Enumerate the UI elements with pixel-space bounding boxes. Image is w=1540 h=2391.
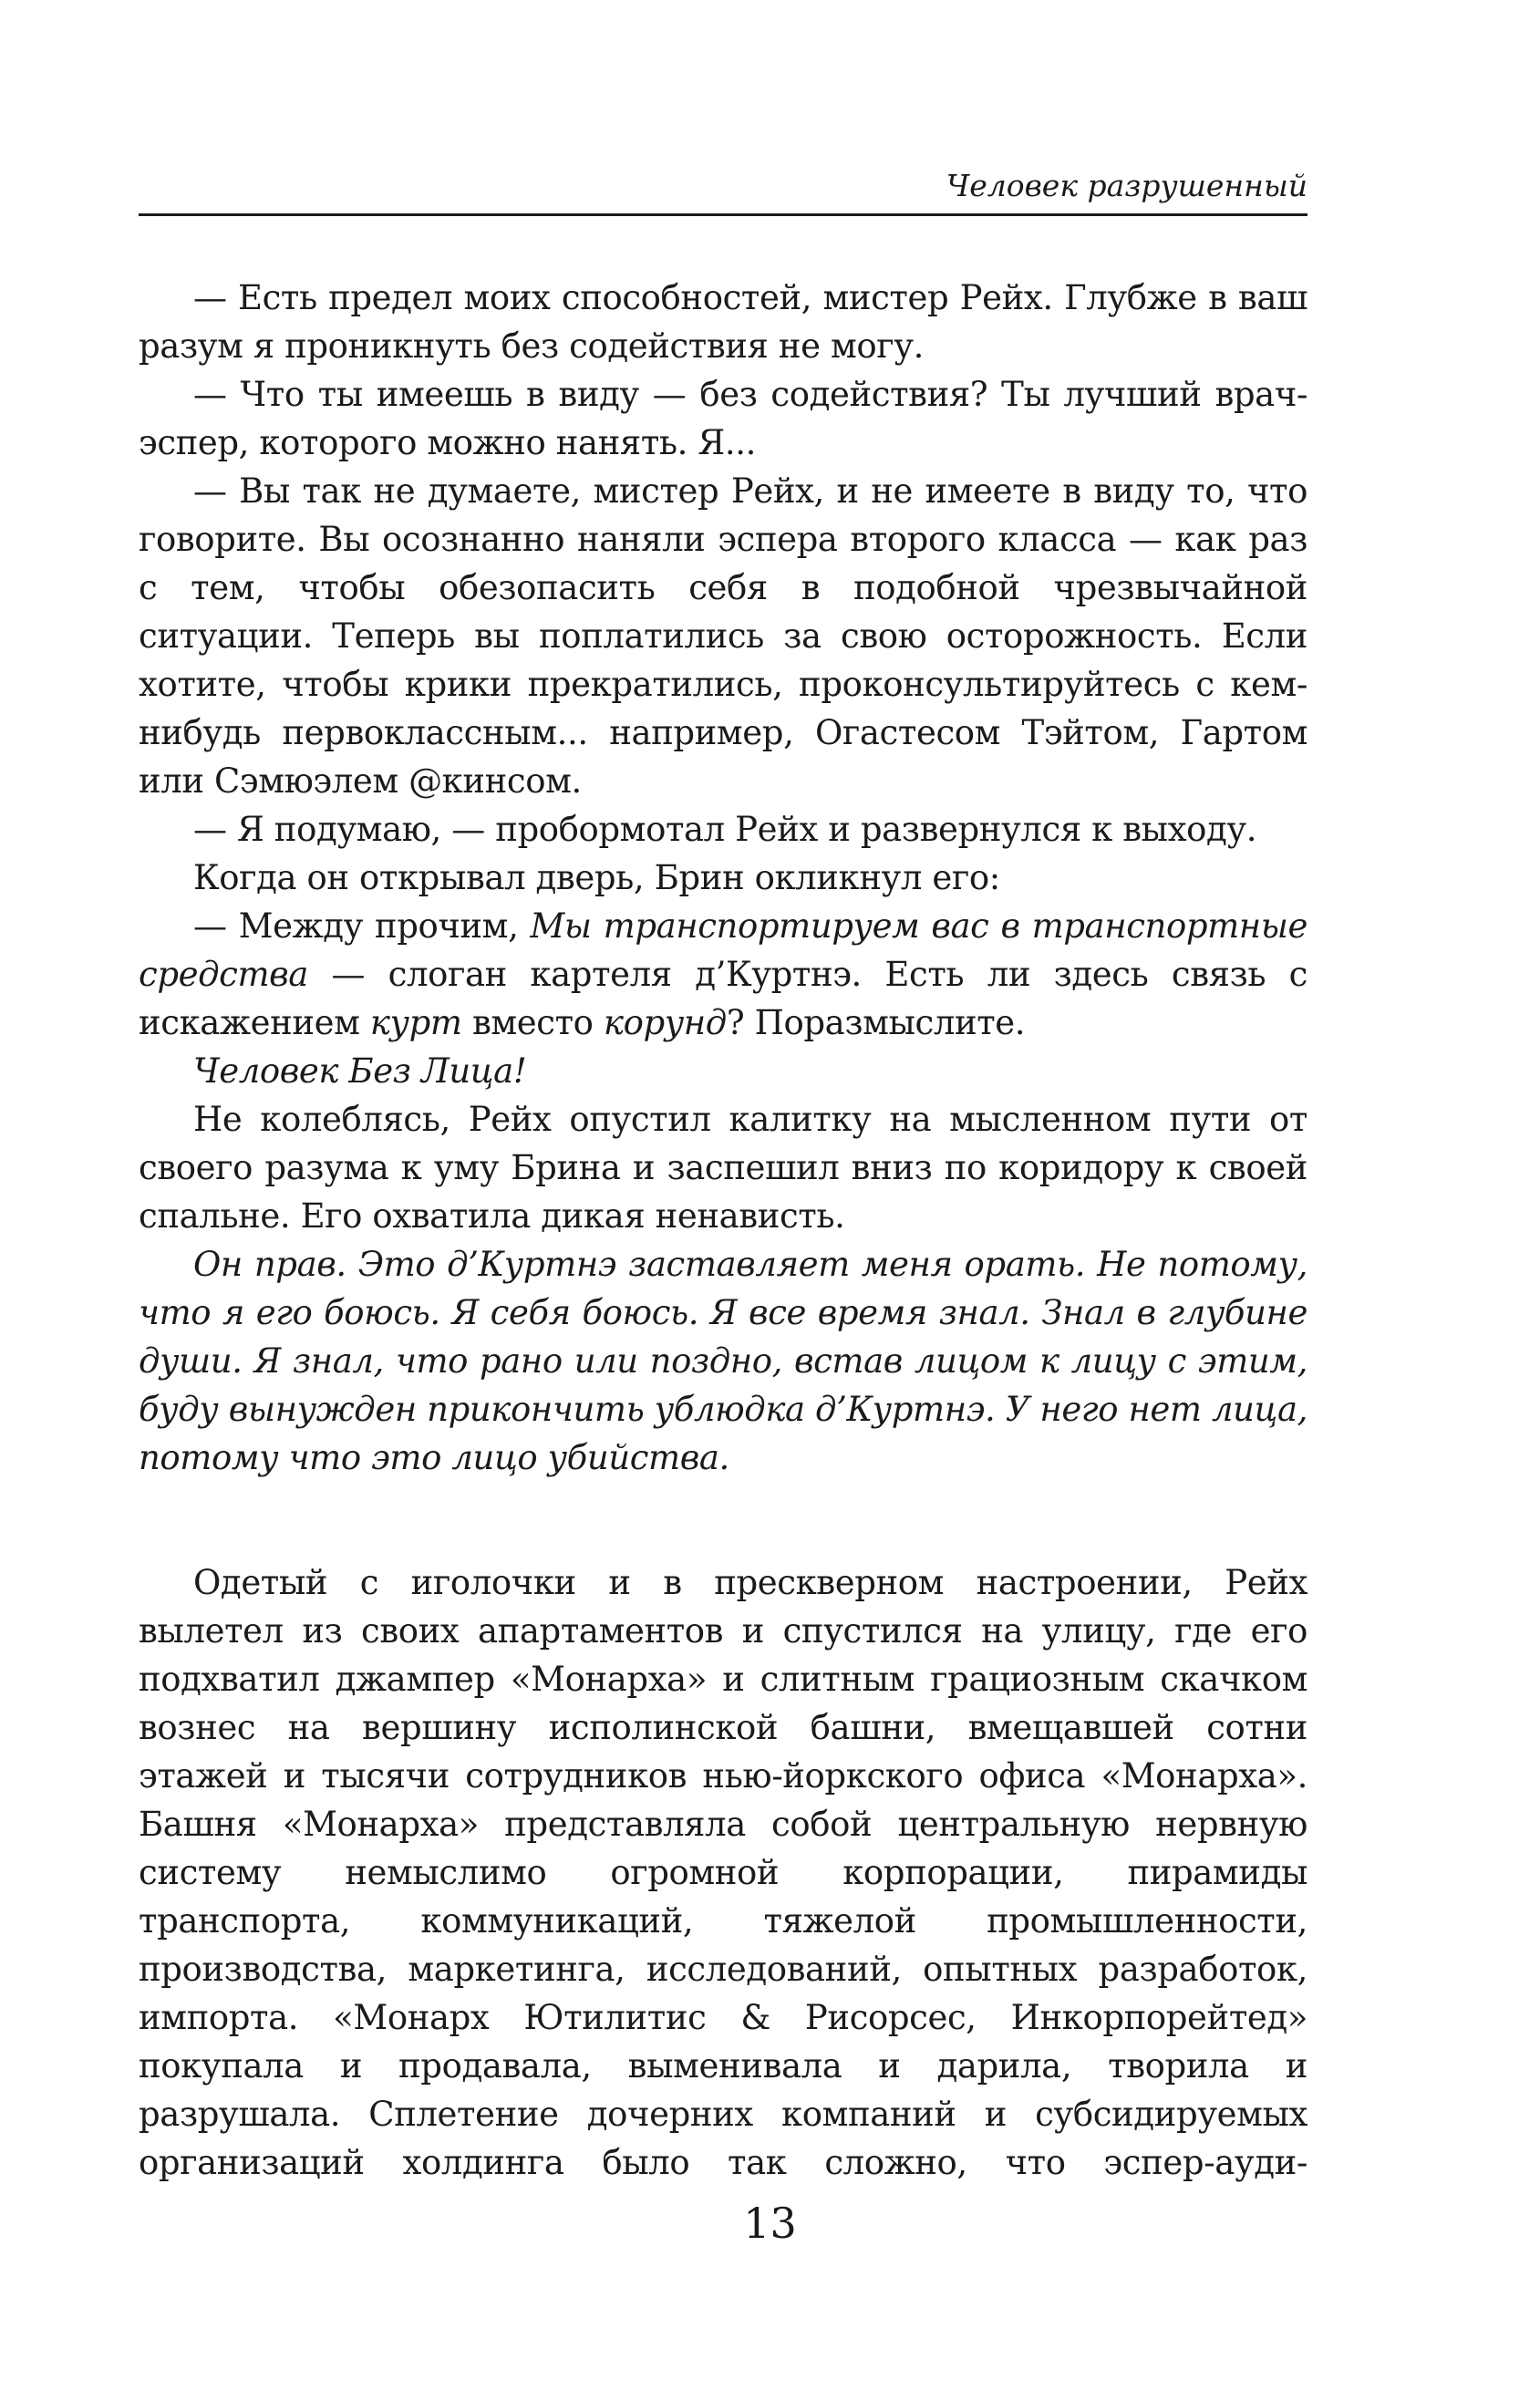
text-run: Когда он открывал дверь, Брин окликнул его:: [193, 858, 1000, 897]
italic-text: Он прав. Это д’Куртнэ заставляет меня орать. Не потому, что я его боюсь. Я себя боюсь. Я все время знал. Знал в глубине души. Я знал, что рано или поздно, встав лицом к лицу с этим, буду вынужден прикончить ублюдка д’Куртнэ. У него нет лица, потому что это лицо убийства.: [139, 1245, 1307, 1477]
paragraph: [139, 370, 1307, 467]
text-run: — Что ты имеешь в виду — без содействия? Ты лучший врач-эспер, которого можно нанять. Я...: [139, 375, 1307, 462]
paragraph: [139, 854, 1307, 902]
text-run: — Между прочим,: [193, 906, 531, 946]
italic-text: Человек Без Лица!: [193, 1051, 527, 1091]
paragraph: [139, 805, 1307, 854]
text-run: вместо: [461, 1003, 604, 1042]
text-run: Не колеблясь, Рейх опустил калитку на мысленном пути от своего разума к уму Брина и заспешил вниз по коридору к своей спальне. Его охватила дикая ненависть.: [139, 1100, 1307, 1236]
text-run: — Вы так не думаете, мистер Рейх, и не имеете в виду то, что говорите. Вы осознанно наняли эспера второго класса — как раз с тем, чтобы обезопасить себя в подобной чрезвычайной ситуации. Теперь вы поплатились за свою осторожность. Если хотите, чтобы крики прекратились, проконсультируйтесь с кем-нибудь первоклассным... например, Огастесом Тэйтом, Гартом или Сэмюэлем @кинсом.: [139, 471, 1307, 801]
running-head-title: Человек разрушенный: [946, 168, 1307, 203]
text-run: Одетый с иголочки и в прескверном настроении, Рейх вылетел из своих апартаментов и спустился на улицу, где его подхватил джампер «Монарха» и слитным грациозным скачком вознес на вершину исполинской башни, вмещавшей сотни этажей и тысячи сотрудников нью-йоркского офиса «Монарха». Башня «Монарха» представляла собой центральную нервную систему немыслимо огромной корпорации, пирамиды транспорта, коммуникаций, тяжелой промышленности, производства, маркетинга, исследований, опытных разработок, импорта. «Монарх Ютилитис & Рисорсес, Инкорпорейтед» покупала и продавала, выменивала и дарила, творила и разрушала. Сплетение дочерних компаний и субсидируемых организаций холдинга было так сложно, что эспер-ауди-: [139, 1563, 1307, 2182]
text-run: — Есть предел моих способностей, мистер Рейх. Глубже в ваш разум я проникнуть без содействия не могу.: [139, 278, 1307, 366]
paragraph: [139, 902, 1307, 1047]
paragraph: [139, 1558, 1307, 2187]
italic-text: корунд: [603, 1003, 727, 1042]
paragraph: [139, 1047, 1307, 1095]
paragraph: [139, 1095, 1307, 1240]
paragraph: [139, 467, 1307, 805]
text-run: — Я подумаю, — пробормотал Рейх и развернулся к выходу.: [193, 810, 1257, 849]
text-run: — слоган картеля д’Куртнэ. Есть ли здесь связь с искажением: [139, 955, 1307, 1042]
text-run: ? Поразмыслите.: [726, 1003, 1026, 1042]
italic-text: Мы транспортируем вас в транспортные средства: [139, 906, 1307, 994]
paragraph: [139, 1240, 1307, 1482]
body-text: [139, 274, 1307, 2187]
paragraph: [139, 274, 1307, 370]
header-rule: [139, 213, 1307, 216]
page-number: 13: [743, 2199, 797, 2248]
italic-text: курт: [369, 1003, 462, 1042]
